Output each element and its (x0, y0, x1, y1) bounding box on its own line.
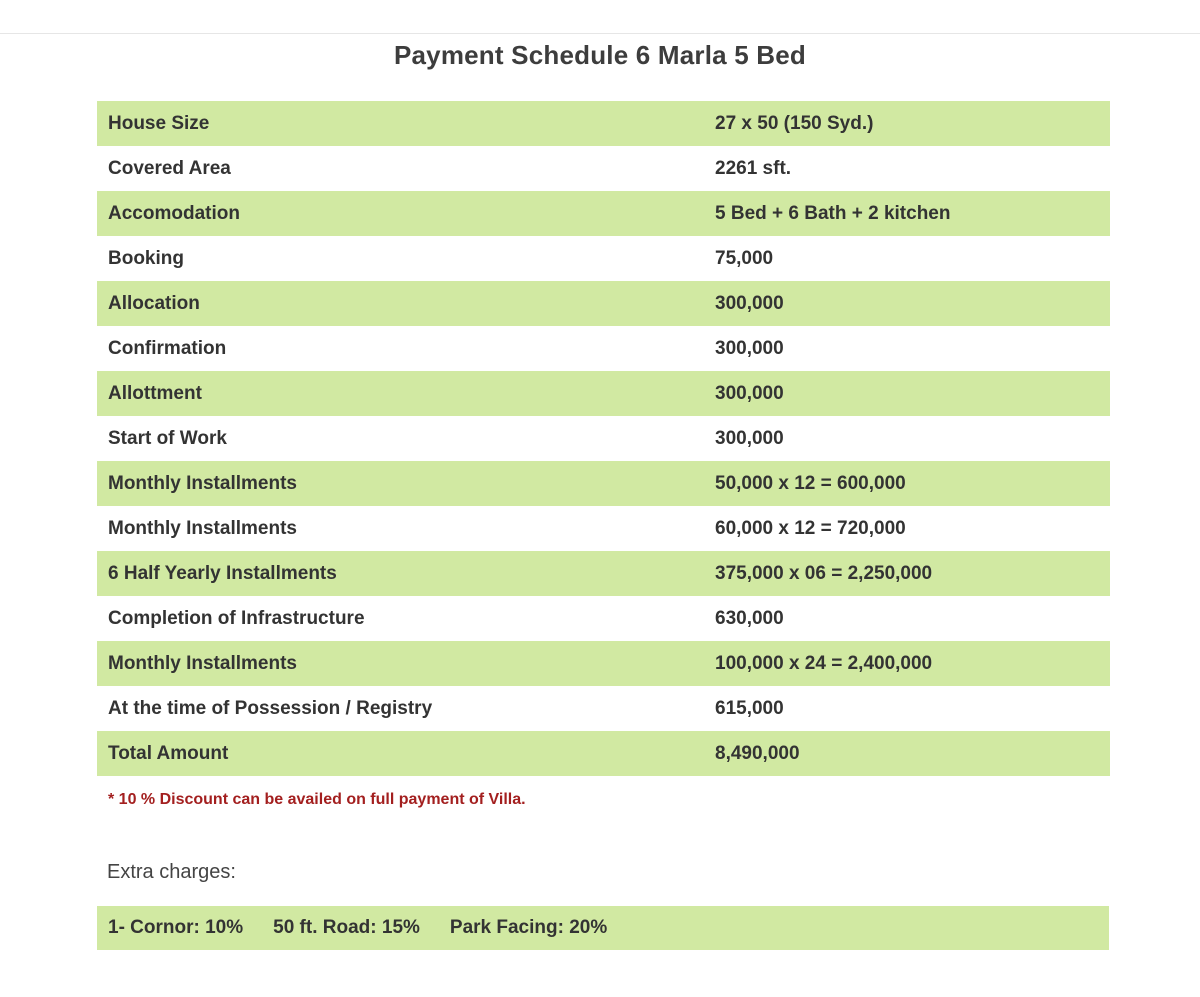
schedule-row-value: 5 Bed + 6 Bath + 2 kitchen (697, 191, 1110, 236)
schedule-row-value: 300,000 (697, 416, 1110, 461)
schedule-row-label: Total Amount (97, 731, 697, 776)
schedule-row-value: 375,000 x 06 = 2,250,000 (697, 551, 1110, 596)
schedule-row (97, 191, 1110, 236)
schedule-row-label: Start of Work (97, 416, 697, 461)
schedule-row-label: Monthly Installments (97, 461, 697, 506)
top-divider (0, 33, 1200, 34)
payment-schedule-body (97, 101, 1110, 776)
schedule-row (97, 461, 1110, 506)
schedule-row-value: 2261 sft. (697, 146, 1110, 191)
extra-charge-road: 50 ft. Road: 15% (273, 917, 420, 938)
schedule-row-value: 615,000 (697, 686, 1110, 731)
schedule-row-value: 75,000 (697, 236, 1110, 281)
schedule-row (97, 596, 1110, 641)
schedule-row-label: Covered Area (97, 146, 697, 191)
schedule-row-value: 8,490,000 (697, 731, 1110, 776)
schedule-row-label: Monthly Installments (97, 506, 697, 551)
schedule-row (97, 551, 1110, 596)
schedule-row-value: 300,000 (697, 326, 1110, 371)
schedule-row-value: 100,000 x 24 = 2,400,000 (697, 641, 1110, 686)
schedule-row-value: 60,000 x 12 = 720,000 (697, 506, 1110, 551)
schedule-row (97, 506, 1110, 551)
schedule-row-label: Completion of Infrastructure (97, 596, 697, 641)
extra-charge-corner: 1- Cornor: 10% (108, 917, 244, 938)
schedule-row-value: 630,000 (697, 596, 1110, 641)
schedule-row (97, 146, 1110, 191)
schedule-row (97, 371, 1110, 416)
schedule-row-label: At the time of Possession / Registry (97, 686, 697, 731)
schedule-row (97, 416, 1110, 461)
schedule-row-label: Accomodation (97, 191, 697, 236)
discount-note: * 10 % Discount can be availed on full payment of Villa. (108, 791, 526, 808)
payment-schedule-table (97, 101, 1110, 776)
schedule-row-value: 27 x 50 (150 Syd.) (697, 101, 1110, 146)
schedule-row (97, 326, 1110, 371)
schedule-row (97, 731, 1110, 776)
schedule-row (97, 236, 1110, 281)
extra-charge-park-facing: Park Facing: 20% (449, 917, 608, 938)
schedule-row-label: 6 Half Yearly Installments (97, 551, 697, 596)
schedule-row (97, 101, 1110, 146)
schedule-row-label: Booking (97, 236, 697, 281)
extra-charges-bar (97, 906, 1109, 950)
page-title: Payment Schedule 6 Marla 5 Bed (393, 40, 807, 70)
schedule-row (97, 686, 1110, 731)
schedule-row (97, 281, 1110, 326)
schedule-row (97, 641, 1110, 686)
schedule-row-label: Allocation (97, 281, 697, 326)
schedule-row-value: 300,000 (697, 371, 1110, 416)
schedule-row-label: Monthly Installments (97, 641, 697, 686)
schedule-row-label: Allottment (97, 371, 697, 416)
schedule-row-value: 300,000 (697, 281, 1110, 326)
extra-charges-heading: Extra charges: (107, 861, 236, 883)
schedule-row-label: Confirmation (97, 326, 697, 371)
schedule-row-value: 50,000 x 12 = 600,000 (697, 461, 1110, 506)
schedule-row-label: House Size (97, 101, 697, 146)
